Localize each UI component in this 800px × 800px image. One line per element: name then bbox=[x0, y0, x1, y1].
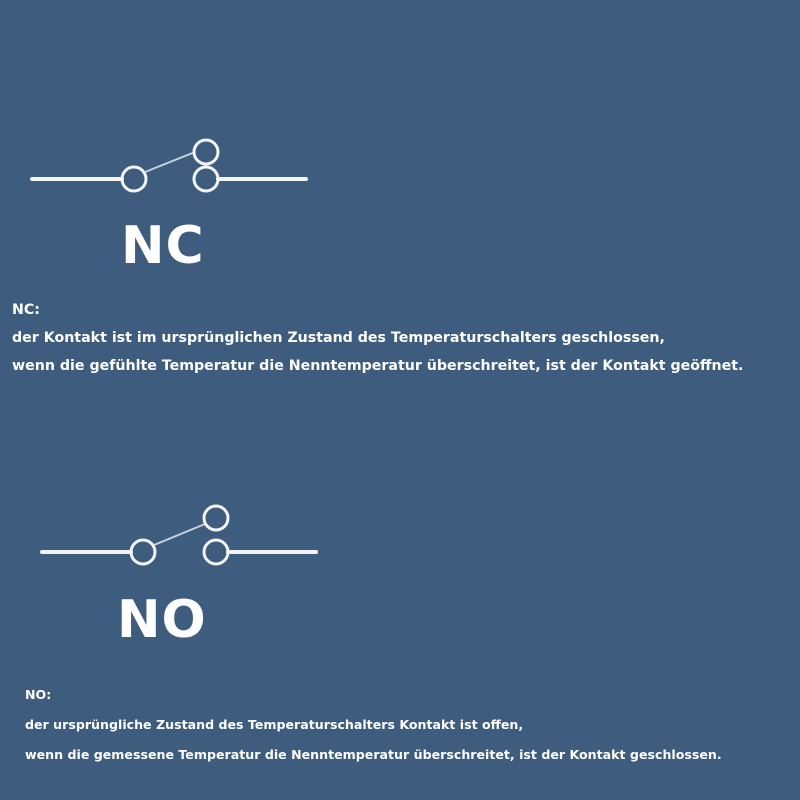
nc-heading: NC: bbox=[12, 302, 40, 318]
nc-description bbox=[12, 296, 743, 380]
no-description-line-2: wenn die gemessene Temperatur die Nenntemperatur überschreitet, ist der Kontakt geschlossen. bbox=[25, 747, 722, 762]
no-left-terminal bbox=[131, 540, 155, 564]
nc-description-line-1: der Kontakt ist im ursprünglichen Zustand des Temperaturschalters geschlossen, bbox=[12, 330, 665, 346]
no-symbol-label: NO bbox=[117, 590, 207, 650]
nc-symbol-label: NC bbox=[121, 216, 205, 276]
no-right-terminal bbox=[204, 540, 228, 564]
nc-description-line-2: wenn die gefühlte Temperatur die Nenntemperatur überschreitet, ist der Kontakt geöffnet. bbox=[12, 358, 744, 374]
no-switch-blade bbox=[154, 524, 205, 545]
no-heading: NO: bbox=[25, 687, 52, 702]
no-description-line-1: der ursprüngliche Zustand des Temperaturschalters Kontakt ist offen, bbox=[25, 717, 524, 732]
no-description bbox=[25, 680, 722, 770]
no-upper-contact bbox=[204, 506, 228, 530]
